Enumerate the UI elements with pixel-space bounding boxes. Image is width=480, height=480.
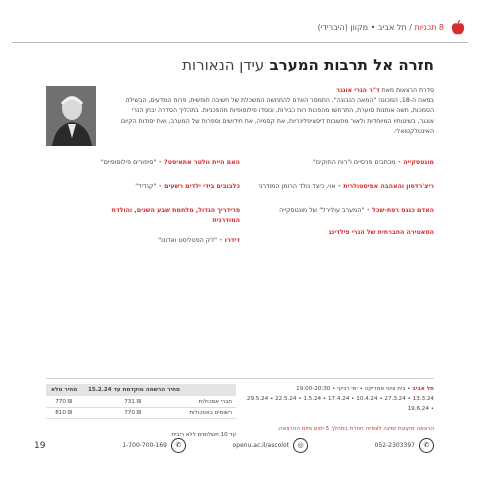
globe-icon: ◎ <box>293 438 308 453</box>
footer-phone-mobile-text: 052-2303397 <box>374 442 415 449</box>
lecture-desc: מכתבים פרסיים ו"רוח החוקים" <box>313 159 396 166</box>
lecture-item: האדם כנגס רפת-שכל • "המערב עולירל" של מונטסקייה <box>279 207 434 214</box>
lecture-title: כלבובים בידי ילדים רשעים <box>164 183 240 190</box>
breadcrumb <box>318 23 444 32</box>
payments-note: עד 10 תשלומים ללא ריבית <box>171 432 236 438</box>
footer-phone-office[interactable] <box>122 438 186 453</box>
table-cell: 770 ₪ <box>46 397 81 408</box>
breadcrumb-section[interactable]: 8 תכניות <box>414 23 444 32</box>
lecture-desc: "המערב עולירל" של מונטסקייה <box>279 207 365 214</box>
lecture-title: ריצ'רדסון והאהבה אפיסטולרית <box>343 183 434 190</box>
schedule-city: תל אביב <box>412 386 434 392</box>
table-cell: 731 ₪ <box>81 397 184 408</box>
table-row <box>46 397 236 408</box>
lecture-item <box>244 228 434 238</box>
page-title <box>182 56 434 74</box>
lecture-title: הסאטירה החברתית של הנרי פילדינג <box>328 229 434 236</box>
table-cell: חברי אסכולות <box>184 397 236 408</box>
lecture-item: ריצ'רדסון והאהבה אפיסטולרית • אוי, כיצד נולד הרומן המודרני <box>258 183 434 190</box>
table-header: מחיר הרשמה מוקדמת עד 15.2.24 <box>81 384 184 397</box>
lecture-title: פרידריך הגדול, מלחמת שבע השנים, והולדת המודרנית <box>111 207 240 224</box>
lecture-item: מונטסקייה • מכתבים פרסיים ו"רוח החוקים" <box>313 159 434 166</box>
price-table <box>46 384 236 419</box>
footer-website[interactable] <box>233 438 308 453</box>
schedule-note: הרצאה מקוונת זמינה לצפייה חוזרת במהלך 5 ימים מיום ההרצאה. <box>277 426 434 432</box>
title-bold: חזרה אל תרבות המערב <box>269 56 434 74</box>
table-header <box>184 384 236 397</box>
breadcrumb-location[interactable]: תל אביב • מקוון (היברידי) <box>317 23 407 32</box>
lecture-desc: "קנדיד" <box>135 183 157 190</box>
intro-body: במאה ה-18, המכונה "המאה הנבונה", התמסר האדם להתחשה המשכלת של חשיבה חופשית, פרוח המדעים, הבשילה הסמכות, חשה אותנות סוערת, התרחשו מהפכות רוח כבירות, ונוסדו פילוסופיות מהפכניות. בתהליך הסדרה יבחן הנרי אונגר, בשיטותיו המיוחדות ולאור מחשבות דיסציפלינריות, את קסמיה, את חידושים וספרות של המערב, ואת יסודות הקיום האינטלקטואלי. <box>121 97 434 135</box>
top-bar <box>12 10 468 44</box>
footer-website-text: openu.ac.il/ascolot <box>232 442 289 449</box>
section-divider <box>46 378 434 379</box>
lecture-desc: "סיפורים פילוסופיים" <box>100 159 157 166</box>
intro-lead: סדרת הרצאות מאת <box>381 87 434 94</box>
schedule-days: • בית ציוני אמריקה • ימי רביעי • 19:00-20:30 <box>296 386 411 392</box>
table-header: מחיר מלא <box>46 384 81 397</box>
top-divider <box>12 42 468 43</box>
lecture-title: דידרו <box>224 237 240 244</box>
phone-icon: ✆ <box>171 438 186 453</box>
table-cell: 770 ₪ <box>81 408 184 419</box>
table-cell: רשומים באסכולות <box>184 408 236 419</box>
schedule-dates: 13.3.24 • 27.3.24 • 10.4.24 • 17.4.24 • 1.5.24 • 22.5.24 • 29.5.24 • 19.6.24 <box>246 396 434 412</box>
lecture-title: האם היית וולטר אתאיסט? <box>164 159 240 166</box>
lecture-title: מונטסקייה <box>403 159 434 166</box>
lecture-desc: "ז'ק הפטליסט ואדונו" <box>158 237 218 244</box>
lecture-item: דידרו • "ז'ק הפטליסט ואדונו" <box>158 237 240 244</box>
footer <box>46 438 434 458</box>
phone-icon: ✆ <box>419 438 434 453</box>
lecture-title: האדם כנגס רפת-שכל <box>372 207 434 214</box>
schedule <box>242 384 434 434</box>
title-light: עידן הנאורות <box>182 56 265 74</box>
lecture-item: האם היית וולטר אתאיסט? • "סיפורים פילוסופיים" <box>100 159 240 166</box>
breadcrumb-separator: / <box>409 23 412 32</box>
table-row <box>46 408 236 419</box>
footer-phone-office-text: 1-700-700-169 <box>122 442 167 449</box>
lecture-item: כלבובים בידי ילדים רשעים • "קנדיד" <box>135 183 240 190</box>
lecturer-photo <box>46 86 96 146</box>
lecture-desc: אוי, כיצד נולד הרומן המודרני <box>258 183 336 190</box>
footer-phone-mobile[interactable] <box>375 438 434 453</box>
intro-paragraph <box>114 86 434 137</box>
lecture-item <box>90 206 240 226</box>
page-number: 19 <box>34 441 46 451</box>
table-cell: 810 ₪ <box>46 408 81 419</box>
apple-icon <box>450 20 466 36</box>
table-header-row <box>46 384 236 397</box>
lecturer-name: ד"ר הנרי אונגר <box>336 87 380 94</box>
